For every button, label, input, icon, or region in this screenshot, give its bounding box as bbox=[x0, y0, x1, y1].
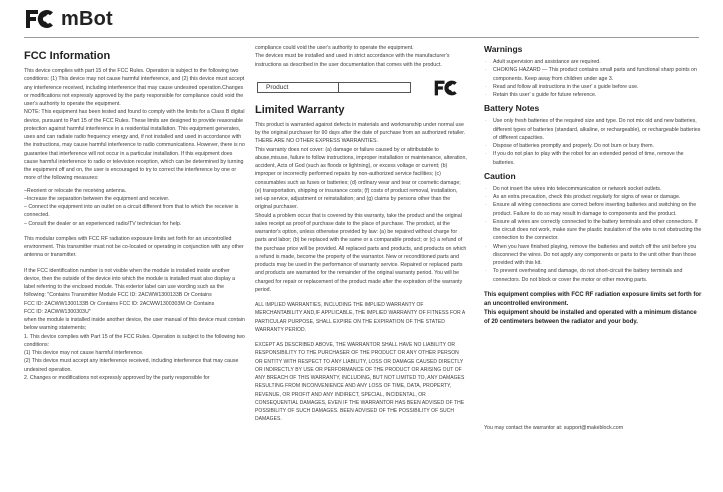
warranty-para-4: Should a problem occur that is covered by this warranty, take the product and the original sales receipt as proof of purchase date to the place of purchase. The product, at the warrantor's option, unless otherwise provided by law: (a) be repaired without charge for parts and labor; (b) be replaced with the same or a comparable product; or (c) a refund of the purchase price will be provided. All replaced parts and products, and products on which a refund is made, become the property of the warrantor. New or reconditioned parts and products may be used in the performance of warranty service. Repaired or replaced parts and products are warranted for the remainder of the original warranty period. You will be charged for repair or replacement of the product made after the expiration of the warranty period. bbox=[255, 212, 467, 293]
fcc-information-title: FCC Information bbox=[24, 50, 111, 62]
fcc-para-10: 2. Changes or modifications not expressly approved by the party responsible for bbox=[24, 374, 210, 381]
warranty-para-1: This product is warranted against defects in materials and workmanship under normal use by the original purchaser for 90 days after the date of purchase from an authorized retailer. bbox=[255, 121, 466, 136]
list-item: · Adult supervision and assistance are required. bbox=[485, 59, 601, 65]
brand-name: mBot bbox=[61, 7, 113, 30]
safety-column bbox=[484, 44, 702, 327]
product-value-cell bbox=[339, 83, 410, 92]
installation-note: The devices must be installed and used in strict accordance with the manufacturer's instructions as described in the user documentation that comes with the product. bbox=[255, 53, 450, 68]
header-divider bbox=[24, 37, 699, 38]
fcc-para-5: when the module is installed inside another device, the user manual of this device must contain below warning statements; bbox=[24, 317, 245, 332]
bullet-icon: · bbox=[485, 83, 487, 90]
fcc-mark-icon bbox=[433, 79, 461, 97]
fcc-para-4b: FCC ID: 2ACWW1300133B Or Contains FCC ID: 2ACWW1300303M Or Contains bbox=[24, 300, 215, 307]
list-item: · When you have finished playing, remove the batteries and switch off the unit before you disconnect the wires. Do not apply any components or parts to the unit other than those provided with this kit. bbox=[485, 243, 697, 266]
rf-note-1: This equipment complies with FCC RF radiation exposure limits set forth for an uncontrolled environment. bbox=[484, 291, 702, 307]
warranty-para-2: THERE ARE NO OTHER EXPRESS WARRANTIES. bbox=[255, 138, 378, 145]
list-item: · If you do not plan to play with the robot for an extended period of time, remove the batteries. bbox=[485, 151, 684, 166]
fcc-para-1: This device complies with part 15 of the FCC Rules. Operation is subject to the following two conditions: (1) This device may not cause harmful interference, and (2) this device must accept any interference received, including interference that may cause undesired operation.Changes or modifications not expressly approved by the party responsible for compliance could void the user's authority to operate the equipment. bbox=[24, 68, 245, 107]
list-item: · To prevent overheating and damage, do not short-circuit the battery terminals and connectors. Do not block or cover the motor or other moving parts. bbox=[485, 268, 683, 283]
implied-warranties-text: ALL IMPLIED WARRANTIES, INCLUDING THE IMPLIED WARRANTY OF MERCHANTABILITY AND,IF APPLICABLE, THE IMPLIED WARRANTY OF FITNESS FOR A PARTICULAR PURPOSE, SHALL EXPIRE ON THE EXPIRATION OF THE STATED WARRANTY PERIOD. bbox=[255, 302, 466, 333]
liability-text: EXCEPT AS DESCRIBED ABOVE, THE WARRANTOR SHALL HAVE NO LIABILITY OR RESPONSIBILITY TO THE PURCHASER OF THE PRODUCT OR ANY OTHER PERSON OR ENTITY WITH RESPECT TO ANY LIABILITY, LOSS OR DAMAGE CAUSED DIRECTLY OR INDIRECTLY BY USE OR PERFORMANCE OF THE PRODUCT OR ARISING OUT OF ANY BREACH OF THIS WARRANTY, INCLUDING, BUT NOT LIMITED TO, ANY DAMAGES RESULTING FROM INCONVENIENCE AND ANY LOSS OF TIME, DATA, PROPERTY, REVENUE, OR PROFIT AND ANY INDIRECT, SPECIAL, INCIDENTAL, OR CONSEQUENTIAL DAMAGES, EVEN IF THE WARRANTOR HAS BEEN ADVISED OF THE POSSIBILITY OF SUCH DAMAGES. BEEN ADVISED OF THE POSSIBILITY OF SUCH DAMAGES. bbox=[255, 342, 465, 423]
measure-3: – Connect the equipment into an outlet on a circuit different from that to which the receiver is connected. bbox=[24, 204, 239, 219]
fcc-para-8: (1) This device may not cause harmful interference. bbox=[24, 350, 144, 356]
compliance-continued: compliance could void the user's authority to operate the equipment. bbox=[255, 45, 414, 51]
limited-warranty-title: Limited Warranty bbox=[255, 103, 345, 116]
bullet-icon: · bbox=[485, 243, 487, 250]
bullet-icon: · bbox=[485, 143, 487, 149]
warranty-disclaimers bbox=[255, 301, 467, 424]
list-item: · CHOKING HAZARD — This product contains small parts and functional sharp points on components. Keep away from children under age 3. bbox=[485, 67, 697, 82]
contact-line: You may contact the warrantor at: support@makeblock.com bbox=[484, 425, 624, 431]
fcc-para-2: NOTE: This equipment has been tested and found to comply with the limits for a Class B digital device, pursuant to Part 15 of the FCC Rules. These limits are designed to provide reasonable protection against harmful interference in a residential installation. This equipment generates, uses and can radiate radio frequency energy and, if not installed and used in accordance with the instructions, may cause harmful interference to radio communications. However, there is no guarantee that interference will not occur in a particular installation. If this equipment does cause harmful interference to radio or television reception, which can be determined by turning the equipment off and on, the user is encouraged to try to correct the interference by one or more of the following measures: bbox=[24, 109, 245, 182]
list-item: · Retain this user' s guide for future reference. bbox=[485, 92, 597, 98]
fcc-para-4: If the FCC identification number is not visible when the module is installed inside another device, then the outside of the device into which the module is installed must also display a label referring to the enclosed module. This exterior label can use wording such as the following: "Contains Transmitter Module FCC ID: 2ACWW1300133B Or Contains bbox=[24, 267, 235, 299]
fcc-para-7: conditions: bbox=[24, 341, 50, 348]
bullet-icon: · bbox=[485, 202, 487, 209]
bullet-icon: · bbox=[485, 218, 487, 225]
list-item: · Ensure all wiring connections are correct before inserting batteries and switching on the product. Failure to do so may result in damage to components and the product. bbox=[485, 202, 697, 217]
measure-4: – Consult the dealer or an experienced radio/TV technician for help. bbox=[24, 220, 182, 227]
fcc-information-column bbox=[24, 44, 246, 382]
fcc-para-3: This modular complies with FCC RF radiation exposure limits set forth for an uncontrolled environment. This transmitter must not be co-located or operating in conjunction with any other antenna or transmitter. bbox=[24, 235, 244, 259]
bullet-icon: · bbox=[485, 194, 487, 200]
bullet-icon: · bbox=[485, 118, 487, 125]
list-item: · Read and follow all instructions in the user' s guide before use. bbox=[485, 83, 639, 90]
battery-notes-title: Battery Notes bbox=[484, 103, 540, 114]
measure-2: –Increase the separation between the equipment and receiver. bbox=[24, 195, 170, 202]
fcc-para-6: 1. This device complies with Part 15 of the FCC Rules. Operation is subject to the following two bbox=[24, 333, 245, 340]
bullet-icon: · bbox=[485, 268, 487, 275]
warnings-title: Warnings bbox=[484, 44, 523, 54]
fcc-para-4c: FCC ID: 2ACWW1300303U" bbox=[24, 308, 91, 315]
fcc-para-9: (2) This device must accept any interference received, including interference that may cause undesired operation. bbox=[24, 358, 239, 373]
bullet-icon: · bbox=[485, 59, 487, 65]
page-header bbox=[24, 8, 113, 30]
bullet-icon: · bbox=[485, 185, 487, 192]
list-item: · Ensure all wires are correctly connected to the battery terminals and other connectors. If the circuit does not work, make sure the plastic insulation of the wire is not obstructing the connection to the connector. bbox=[485, 218, 702, 242]
list-item: · Do not insert the wires into telecommunication or network socket outlets. bbox=[485, 185, 662, 192]
list-item: · Dispose of batteries promptly and properly. Do not burn or bury them. bbox=[485, 143, 654, 149]
bullet-icon: · bbox=[485, 67, 487, 74]
list-item: · Use only fresh batteries of the required size and type. Do not mix old and new batteries, different types of batteries (standard, alkaline, or rechargeable), or rechargeable batteries of different capacities. bbox=[485, 118, 701, 141]
measure-1: –Reorient or relocate the receiving antenna. bbox=[24, 187, 127, 194]
product-table bbox=[257, 82, 411, 93]
product-label: Product bbox=[258, 83, 339, 92]
rf-exposure-note bbox=[484, 291, 702, 327]
product-row bbox=[257, 79, 467, 97]
list-item: · As an extra precaution, check this product regularly for signs of wear or damage. bbox=[485, 194, 681, 200]
fcc-logo-icon bbox=[24, 8, 58, 30]
caution-title: Caution bbox=[484, 170, 516, 181]
rf-note-2: This equipment should be installed and operated with a minimum distance of 20 centimeters between the radiator and your body. bbox=[484, 309, 697, 325]
warranty-column bbox=[255, 44, 467, 424]
bullet-icon: · bbox=[485, 92, 487, 98]
warranty-para-3: This warranty does not cover: (a) damage or failure caused by or attributable to abuse,misuse, failure to follow instructions, improper installation or maintenance, alteration, accident, Acts of God (such as floods or lightning), or excess voltage or current; (b) improper or incorrectly performed repairs by non-authorized service facilities; (c) consumables such as fuses or batteries; (d) ordinary wear and tear or cosmetic damage; (e) transportation, shipping or insurance costs; (f) costs of product removal, installation, set-up service, adjustment or reinstallation; and (g) claims by persons other than the original purchaser. bbox=[255, 146, 467, 211]
bullet-icon: · bbox=[485, 151, 487, 158]
